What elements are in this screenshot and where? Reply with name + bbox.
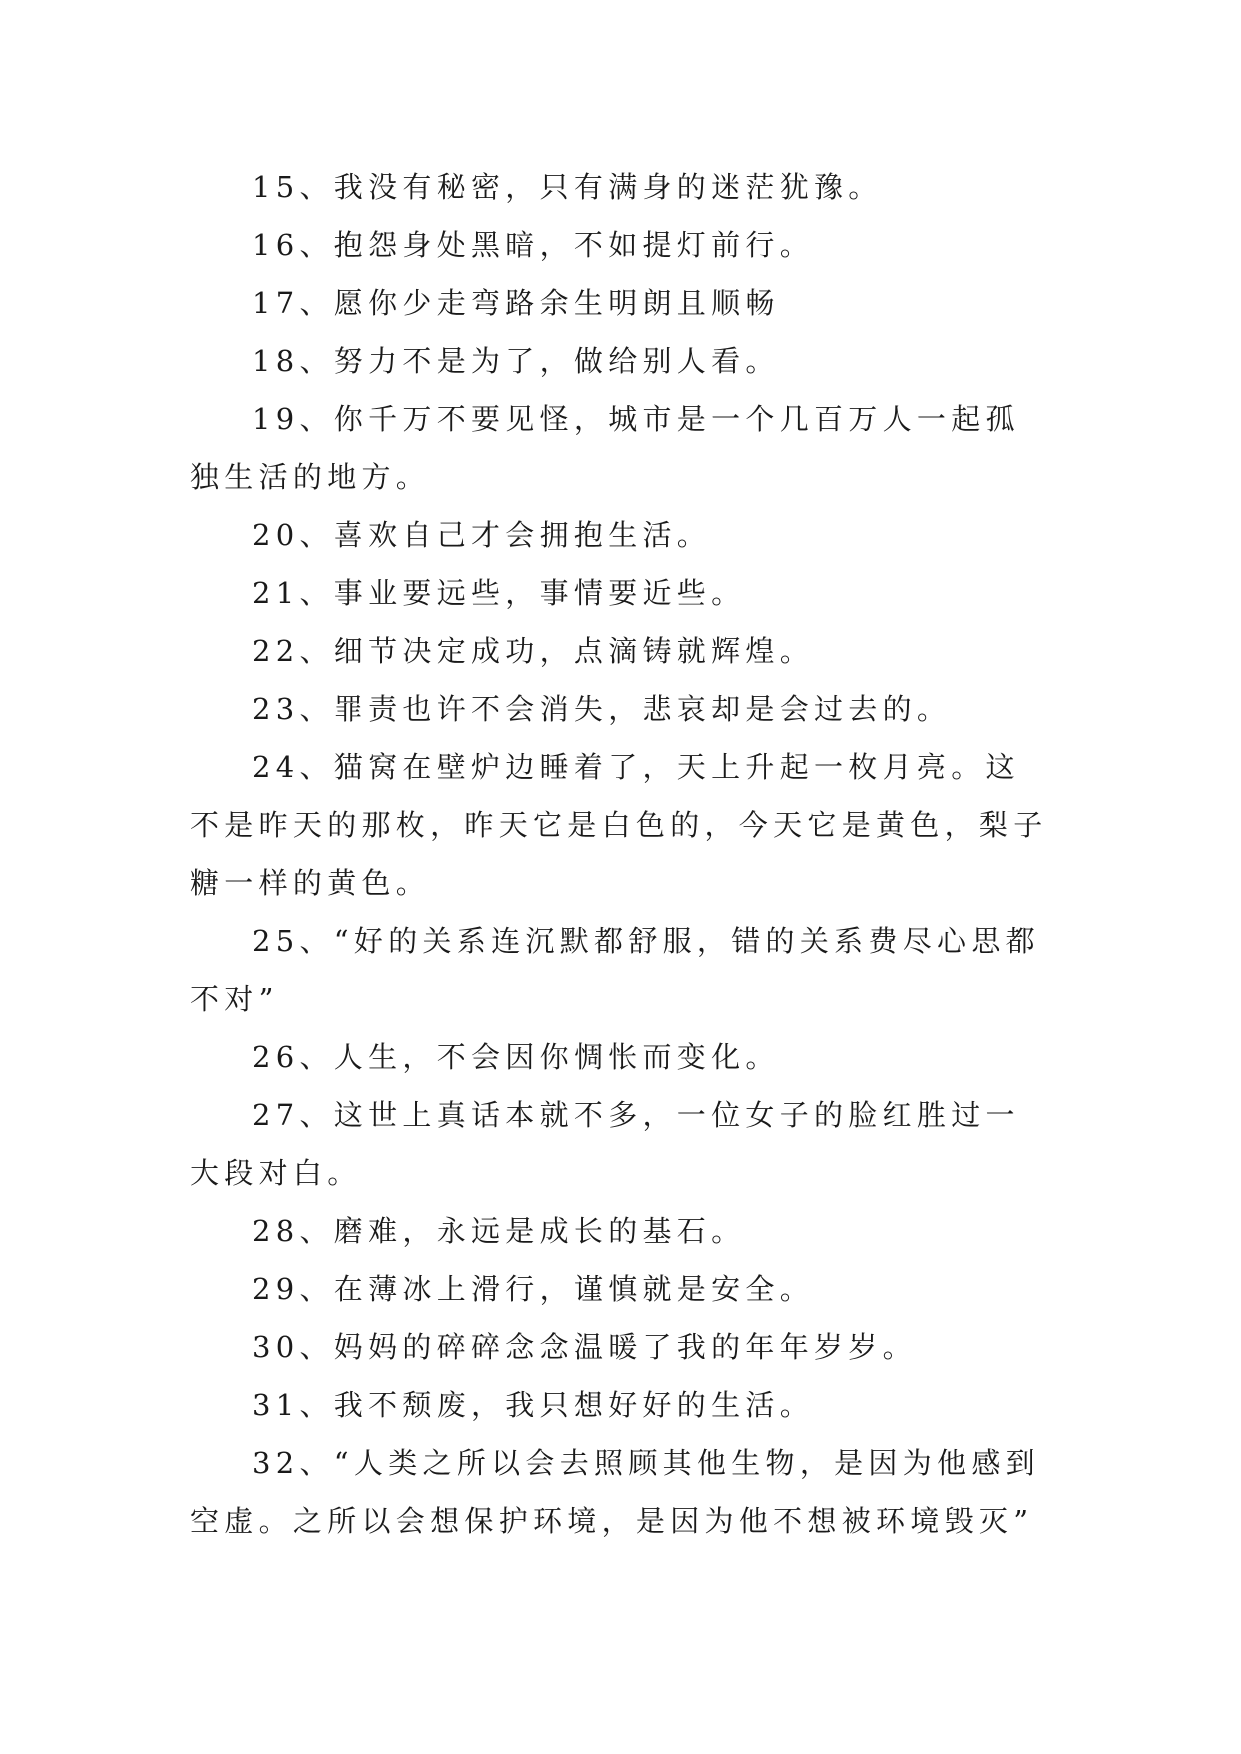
paragraph-16: 16、抱怨身处黑暗，不如提灯前行。 <box>252 228 815 262</box>
paragraph-25: 25、“好的关系连沉默都舒服，错的关系费尽心思都不对” <box>190 924 1040 1016</box>
paragraph-17: 17、愿你少走弯路余生明朗且顺畅 <box>252 286 780 320</box>
paragraph-30: 30、妈妈的碎碎念念温暖了我的年年岁岁。 <box>252 1330 917 1364</box>
paragraph-27: 27、这世上真话本就不多，一位女子的脸红胜过一大段对白。 <box>190 1098 1020 1190</box>
paragraph-18: 18、努力不是为了，做给别人看。 <box>252 344 780 378</box>
paragraph-23: 23、罪责也许不会消失，悲哀却是会过去的。 <box>252 692 952 726</box>
paragraph-26: 26、人生，不会因你惆怅而变化。 <box>252 1040 780 1074</box>
paragraph-21: 21、事业要远些，事情要近些。 <box>252 576 746 610</box>
paragraph-15: 15、我没有秘密，只有满身的迷茫犹豫。 <box>252 170 883 204</box>
paragraph-22: 22、细节决定成功，点滴铸就辉煌。 <box>252 634 815 668</box>
paragraph-28: 28、磨难，永远是成长的基石。 <box>252 1214 746 1248</box>
paragraph-29: 29、在薄冰上滑行，谨慎就是安全。 <box>252 1272 815 1306</box>
document-body <box>190 158 1050 1550</box>
paragraph-19: 19、你千万不要见怪，城市是一个几百万人一起孤独生活的地方。 <box>190 402 1020 494</box>
paragraph-32: 32、“人类之所以会去照顾其他生物，是因为他感到空虚。之所以会想保护环境，是因为他不想被环境毁灭” <box>190 1446 1040 1538</box>
paragraph-24: 24、猫窝在壁炉边睡着了，天上升起一枚月亮。这不是昨天的那枚，昨天它是白色的，今天它是黄色，梨子糖一样的黄色。 <box>190 750 1048 900</box>
paragraph-20: 20、喜欢自己才会拥抱生活。 <box>252 518 712 552</box>
paragraph-31: 31、我不颓废，我只想好好的生活。 <box>252 1388 815 1422</box>
